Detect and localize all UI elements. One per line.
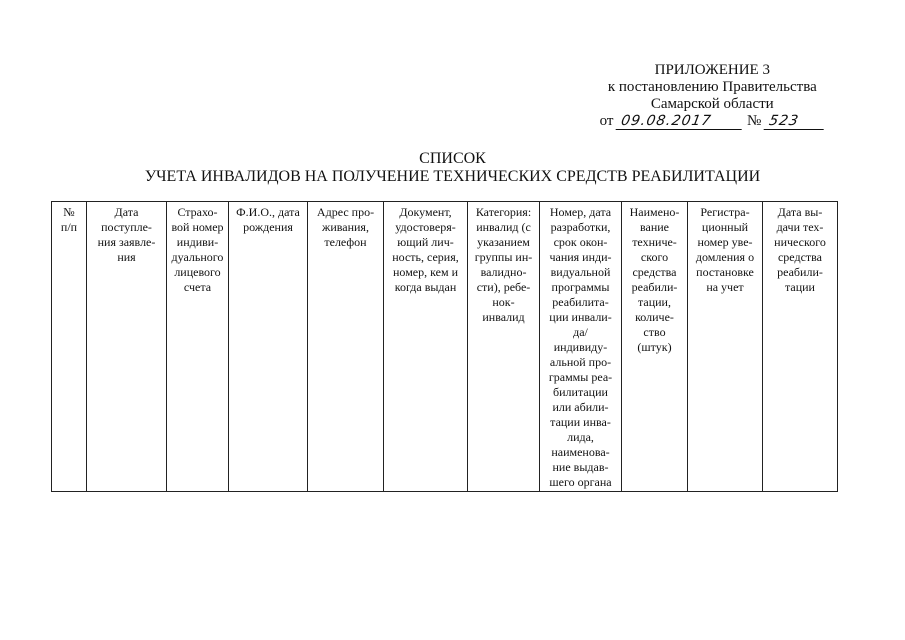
column-header-line: разработки,: [550, 220, 611, 234]
column-header-line: Категория:: [475, 205, 532, 219]
column-header-line: Наимено-: [629, 205, 680, 219]
column-header-line: ющий лич-: [397, 235, 454, 249]
column-header-line: вой номер: [171, 220, 224, 234]
column-header-line: Страхо-: [177, 205, 218, 219]
column-header-line: наименова-: [551, 445, 610, 459]
column-header-line: да/: [573, 325, 588, 339]
document-title: СПИСОК: [419, 150, 486, 167]
resolution-date: 09.08.2017: [616, 114, 745, 130]
column-header-line: группы ин-: [474, 250, 533, 264]
column-header-line: альной про-: [549, 355, 612, 369]
column-header-line: Документ,: [399, 205, 452, 219]
appendix-resolution-line: к постановлению Правительства: [607, 79, 817, 95]
column-header-line: ского: [640, 250, 669, 264]
column-header: [540, 202, 622, 492]
column-header-line: когда выдан: [394, 280, 457, 294]
column-header: [167, 202, 229, 492]
column-header-line: ния: [117, 250, 136, 264]
column-header-line: количе-: [635, 310, 674, 324]
column-header-line: срок окон-: [553, 235, 608, 249]
column-header: [229, 202, 308, 492]
appendix-region-line: Самарской области: [650, 96, 774, 112]
column-header-line: ния заявле-: [97, 235, 156, 249]
column-header: [622, 202, 688, 492]
column-header-line: постановке: [696, 265, 754, 279]
column-header-line: видуальной: [550, 265, 611, 279]
column-header-line: чания инди-: [549, 250, 612, 264]
column-header-line: реабили-: [631, 280, 678, 294]
column-header-line: ние выдав-: [552, 460, 609, 474]
column-header-line: Регистра-: [700, 205, 750, 219]
column-header-line: тации,: [638, 295, 671, 309]
column-header-line: инвалид: [482, 310, 525, 324]
column-header-line: на учет: [706, 280, 744, 294]
registry-table: [51, 201, 838, 492]
column-header-line: дачи тех-: [776, 220, 824, 234]
column-header-line: валидно-: [480, 265, 527, 279]
column-header-line: п/п: [60, 220, 78, 234]
column-header: [763, 202, 838, 492]
column-header-line: индиви-: [176, 235, 219, 249]
column-header-line: домления о: [695, 250, 755, 264]
column-header-line: тации инва-: [550, 415, 611, 429]
column-header-line: номер уве-: [697, 235, 753, 249]
column-header-line: рождения: [243, 220, 293, 234]
column-header-line: сти), ребе-: [476, 280, 531, 294]
column-header-line: Номер, дата: [549, 205, 612, 219]
column-header-line: (штук): [637, 340, 672, 354]
column-header-line: ность, серия,: [392, 250, 459, 264]
column-header-line: билитации: [553, 385, 608, 399]
column-header-line: нического: [774, 235, 826, 249]
column-header-line: №: [63, 205, 75, 219]
column-header-line: программы: [551, 280, 610, 294]
column-header-line: Ф.И.О., дата: [236, 205, 300, 219]
column-header-line: счета: [183, 280, 212, 294]
column-header-line: нок-: [492, 295, 515, 309]
column-header-line: указанием: [477, 235, 530, 249]
column-header: [52, 202, 87, 492]
column-header-line: или абили-: [552, 400, 609, 414]
column-header-line: удостоверя-: [395, 220, 456, 234]
column-header-line: средства: [777, 250, 822, 264]
column-header-line: граммы реа-: [548, 370, 613, 384]
column-header-line: номер, кем и: [393, 265, 458, 279]
column-header-line: реабилита-: [552, 295, 609, 309]
appendix-block: [600, 62, 825, 130]
document-subtitle: УЧЕТА ИНВАЛИДОВ НА ПОЛУЧЕНИЕ ТЕХНИЧЕСКИХ СРЕДСТВ РЕАБИЛИТАЦИИ: [144, 168, 761, 185]
table-header-row: [52, 202, 838, 492]
column-header-line: поступле-: [101, 220, 152, 234]
column-header-line: Дата: [114, 205, 139, 219]
column-header-line: шего органа: [549, 475, 612, 489]
column-header: [468, 202, 540, 492]
resolution-number: 523: [764, 114, 827, 130]
number-label: №: [746, 113, 762, 129]
column-header-line: инвалид (с: [476, 220, 531, 234]
appendix-heading: ПРИЛОЖЕНИЕ 3: [654, 62, 770, 78]
column-header: [384, 202, 468, 492]
column-header-line: дуального: [171, 250, 224, 264]
column-header-line: лицевого: [174, 265, 221, 279]
column-header-line: техниче-: [632, 235, 677, 249]
column-header-line: ции инвали-: [549, 310, 612, 324]
column-header-line: Дата вы-: [777, 205, 823, 219]
column-header-line: телефон: [324, 235, 367, 249]
column-header-line: ство: [643, 325, 666, 339]
column-header: [688, 202, 763, 492]
column-header-line: реабили-: [777, 265, 823, 279]
column-header-line: Адрес про-: [316, 205, 375, 219]
column-header-line: лида,: [567, 430, 594, 444]
column-header-line: ционный: [701, 220, 749, 234]
appendix-date-line: [600, 113, 825, 130]
column-header-line: вание: [639, 220, 669, 234]
column-header: [87, 202, 167, 492]
column-header-line: средства: [632, 265, 677, 279]
column-header-line: индивиду-: [553, 340, 608, 354]
column-header-line: тации: [785, 280, 815, 294]
column-header: [308, 202, 384, 492]
from-label: от: [599, 113, 614, 129]
column-header-line: живания,: [322, 220, 369, 234]
